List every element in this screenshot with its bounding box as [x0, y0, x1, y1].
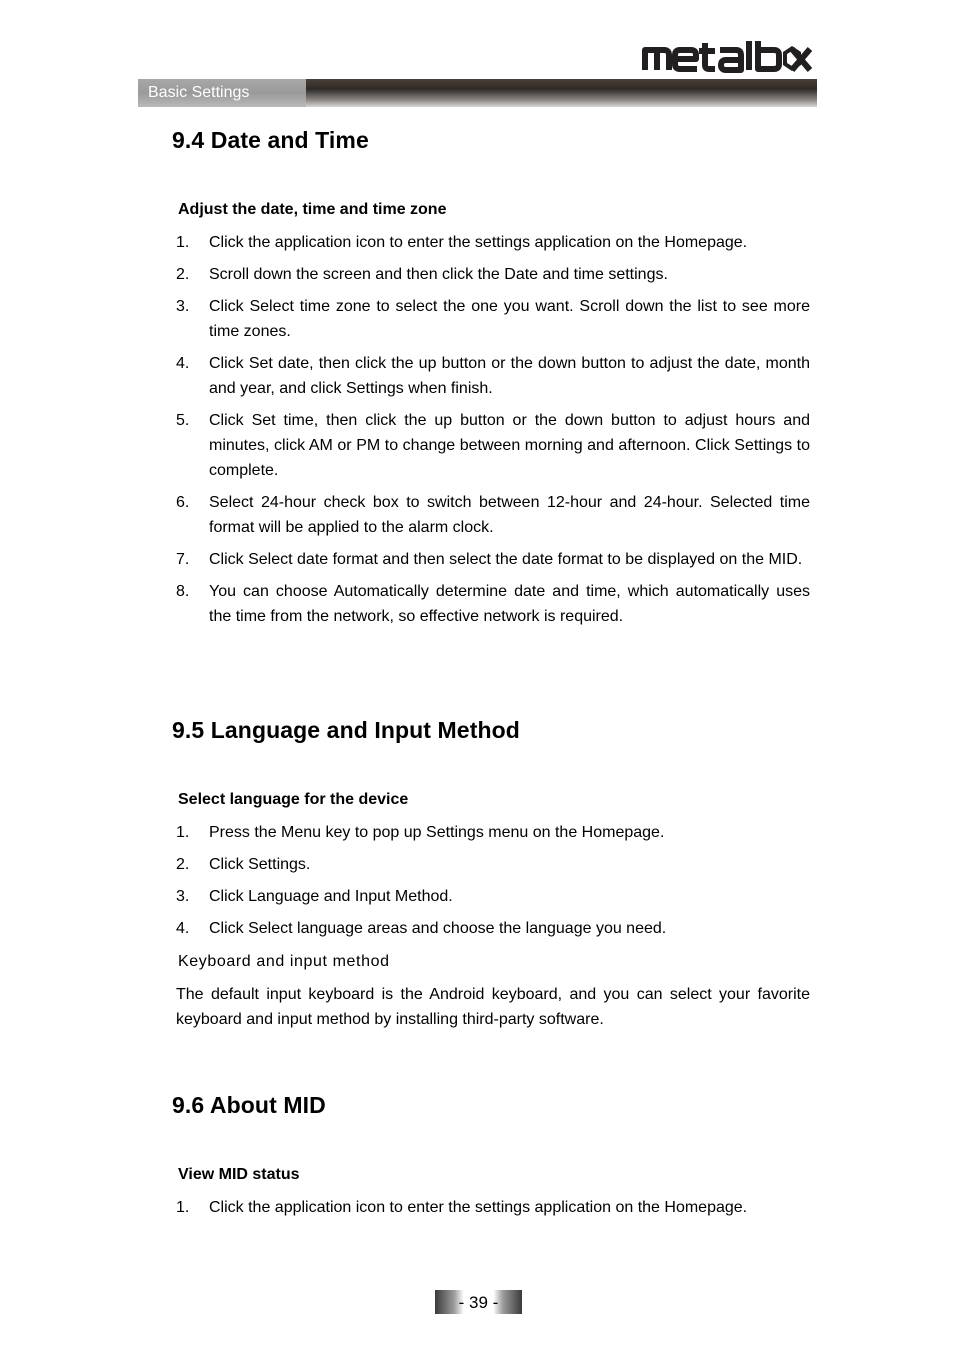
metalbox-logo	[642, 40, 812, 74]
steps-list-9-5	[176, 820, 810, 948]
steps-list-9-6	[176, 1195, 810, 1227]
list-item: 3. Click Language and Input Method.	[176, 888, 453, 905]
page-number-badge	[435, 1290, 522, 1314]
subsection-title: Select language for the device	[178, 791, 409, 808]
section-title-9-4: 9.4 Date and Time	[172, 127, 369, 153]
list-item: 8. You can choose Automatically determine date and time, which automatically uses the time from the network, so effective network is required.	[176, 583, 810, 625]
list-item: 2. Scroll down the screen and then click the Date and time settings.	[176, 266, 668, 283]
page-number: - 39 -	[458, 1293, 499, 1312]
section-title-9-5: 9.5 Language and Input Method	[172, 717, 520, 743]
list-item: 1. Press the Menu key to pop up Settings menu on the Homepage.	[176, 824, 665, 841]
subsection-title: Adjust the date, time and time zone	[178, 201, 447, 218]
section-header-bar	[138, 79, 817, 107]
paragraph-keyboard: The default input keyboard is the Android keyboard, and you can select your favorite keyboard and input method by installing third-party software.	[176, 986, 810, 1028]
steps-list-9-4	[176, 230, 810, 636]
list-item: 6. Select 24-hour check box to switch between 12-hour and 24-hour. Selected time format will be applied to the alarm clock.	[176, 494, 810, 536]
list-item: 7. Click Select date format and then select the date format to be displayed on the MID.	[176, 551, 803, 568]
section-tab: Basic Settings	[138, 79, 306, 107]
subsection-title-keyboard: Keyboard and input method	[178, 953, 390, 970]
list-item: 1. Click the application icon to enter the settings application on the Homepage.	[176, 234, 748, 251]
list-item: 2. Click Settings.	[176, 856, 311, 873]
subsection-title: View MID status	[178, 1166, 300, 1183]
list-item: 3. Click Select time zone to select the one you want. Scroll down the list to see more time zones.	[176, 298, 810, 340]
list-item: 4. Click Set date, then click the up button or the down button to adjust the date, month and year, and click Settings when finish.	[176, 355, 810, 397]
list-item: 5. Click Set time, then click the up button or the down button to adjust hours and minutes, click AM or PM to change between morning and afternoon. Click Settings to complete.	[176, 412, 810, 479]
list-item: 4. Click Select language areas and choose the language you need.	[176, 920, 667, 937]
section-title-9-6: 9.6 About MID	[172, 1092, 326, 1118]
list-item: 1. Click the application icon to enter the settings application on the Homepage.	[176, 1199, 748, 1216]
